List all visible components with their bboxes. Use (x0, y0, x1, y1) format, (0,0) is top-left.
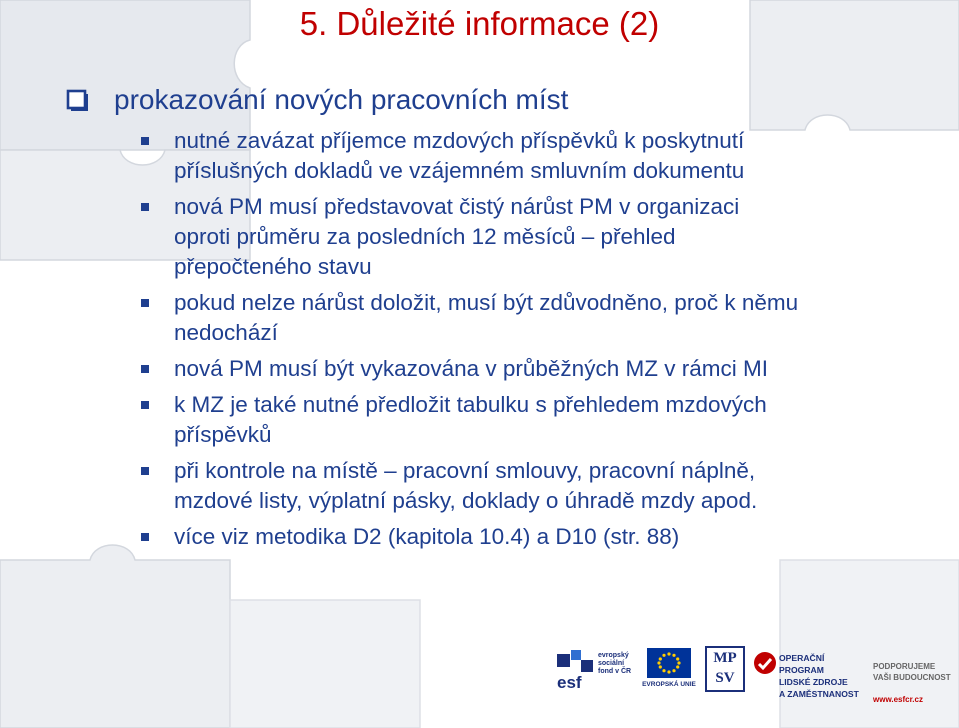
slide-title: 5. Důležité informace (2) (299, 5, 660, 42)
sub-bullet-list (140, 126, 940, 558)
square-bullet-icon (141, 533, 149, 541)
list-item-text: pokud nelze nárůst doložit, musí být zdůvodněno, proč k němu nedochází (174, 290, 799, 345)
square-bullet-icon (141, 467, 149, 475)
checkbox-icon (66, 89, 88, 111)
eu-logo (641, 648, 697, 692)
esf-logo (555, 648, 633, 692)
esf-caption: evropský sociální fond v ČR (598, 652, 632, 675)
list-item (140, 354, 940, 384)
main-bullet-text: prokazování nových pracovních míst (114, 84, 569, 115)
list-item-text: nová PM musí představovat čistý nárůst PM v organizaci oproti průměru za posledních 12 měsíců – přehled přepočteného stavu (174, 194, 740, 279)
list-item-text: při kontrole na místě – pracovní smlouvy, pracovní náplně, mzdové listy, výplatní pásky, doklady o úhradě mzdy apod. (174, 458, 758, 513)
list-item-text: nová PM musí být vykazována v průběžných MZ v rámci MI (174, 356, 768, 381)
support-slogan (873, 650, 955, 716)
footer-logo-strip (555, 646, 953, 704)
mpsv-line1: MP (713, 650, 737, 666)
list-item (140, 522, 940, 552)
support-text: PODPORUJEME VAŠI BUDOUCNOST (873, 662, 951, 682)
square-bullet-icon (141, 137, 149, 145)
list-item (140, 390, 940, 450)
op-lzz-logo (753, 648, 865, 699)
square-bullet-icon (141, 365, 149, 373)
list-item-text: nutné zavázat příjemce mzdových příspěvků k poskytnutí příslušných dokladů ve vzájemném smluvním dokumentu (174, 128, 745, 183)
list-item-text: více viz metodika D2 (kapitola 10.4) a D10 (str. 88) (174, 524, 680, 549)
list-item (140, 456, 940, 516)
esf-mark-text: esf (557, 673, 582, 692)
list-item (140, 126, 940, 186)
op-lzz-text: OPERAČNÍ PROGRAM LIDSKÉ ZDROJE A ZAMĚSTNANOST (779, 653, 859, 699)
eu-caption: EVROPSKÁ UNIE (642, 681, 696, 688)
esfcr-link[interactable]: www.esfcr.cz (873, 695, 923, 704)
list-item-text: k MZ je také nutné předložit tabulku s přehledem mzdových příspěvků (174, 392, 767, 447)
square-bullet-icon (141, 401, 149, 409)
main-bullet (66, 83, 946, 117)
op-lzz-mark-icon (753, 651, 777, 675)
square-bullet-icon (141, 203, 149, 211)
eu-flag-icon (647, 648, 691, 678)
mpsv-line2: SV (715, 670, 735, 686)
esf-mark-icon (555, 648, 597, 692)
list-item (140, 288, 940, 348)
square-bullet-icon (141, 299, 149, 307)
mpsv-logo (705, 646, 745, 692)
list-item (140, 192, 940, 282)
